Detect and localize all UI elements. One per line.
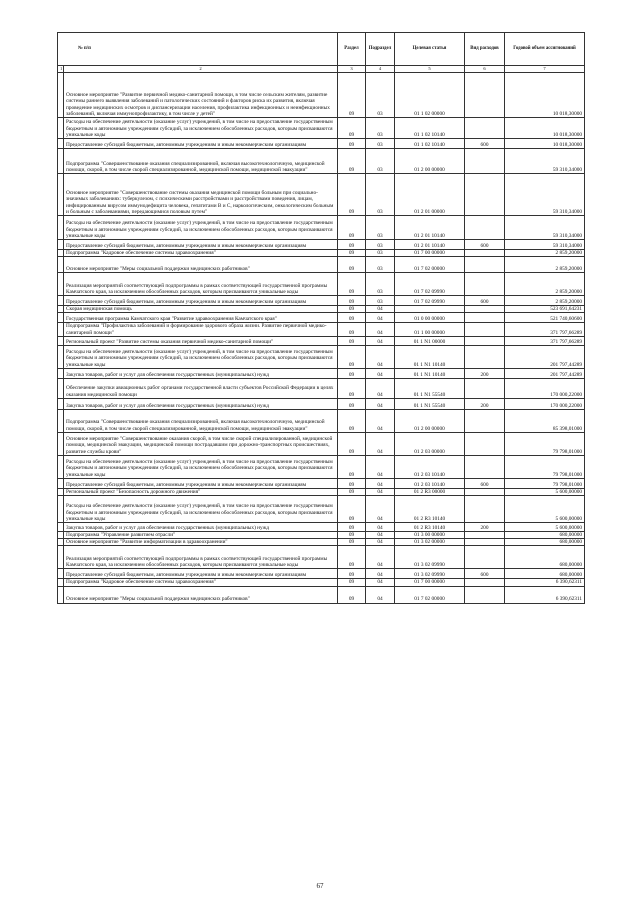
column-number-row: [58, 66, 585, 73]
row-expense-type-cell: [465, 273, 505, 296]
row-name-cell: Реализация мероприятий соответствующей подпрограммы в рамках соответствующей государственной программы Камчатского края, за исключением обособленных расходов, которым присваиваются уникальные коды: [64, 546, 338, 569]
row-razdel-cell: 09: [338, 455, 366, 478]
row-razdel-cell: 09: [338, 73, 366, 118]
colnum: 6: [465, 66, 505, 73]
row-amount-cell: 2 859,20000: [505, 257, 585, 273]
row-target-article-cell: 01 7 02 00000: [395, 257, 465, 273]
table-row: [58, 139, 585, 149]
row-target-article-cell: 01 2 01 00000: [395, 174, 465, 216]
row-expense-type-cell: [465, 532, 505, 539]
row-target-article-cell: 01 2 03 00000: [395, 432, 465, 455]
row-amount-cell: 201 797,44289: [505, 368, 585, 378]
row-amount-cell: 371 797,66289: [505, 323, 585, 336]
page-number: 67: [316, 882, 324, 890]
table-row: [58, 455, 585, 478]
table-row: [58, 323, 585, 336]
table-row: [58, 586, 585, 603]
row-target-article-cell: 01 7 02 09990: [395, 273, 465, 296]
row-target-article-cell: 01 1 N1 10140: [395, 345, 465, 368]
row-podrazdel-cell: 04: [366, 532, 395, 539]
budget-table: [57, 32, 585, 604]
row-amount-cell: 85 398,01000: [505, 409, 585, 432]
row-podrazdel-cell: 04: [366, 345, 395, 368]
row-expense-type-cell: [465, 323, 505, 336]
row-razdel-cell: 09: [338, 478, 366, 488]
row-razdel-cell: 09: [338, 323, 366, 336]
colnum: 2: [64, 66, 338, 73]
row-podrazdel-cell: 04: [366, 488, 395, 495]
row-name-cell: Основное мероприятие "Развитие первичной медико-санитарной помощи, в том числе сельским жителям, развитие системы раннего выявления заболеваний и патологических состояний и факторов риска их развития, включая проведение медицинских осмотров и диспансеризации населения, профилактика инфекционных и неинфекционных заболеваний, включая иммунопрофилактику, в том числе у детей": [64, 73, 338, 118]
row-amount-cell: 79 798,01000: [505, 432, 585, 455]
row-name-cell: Расходы на обеспечение деятельности (оказание услуг) учреждений, в том числе на предоставление государственным бюджетным и автономным учреждениям субсидий, за исключением обособленных расходов, которым присваиваются уникальные коды: [64, 345, 338, 368]
row-expense-type-cell: 600: [465, 296, 505, 306]
row-target-article-cell: [395, 306, 465, 313]
row-podrazdel-cell: 04: [366, 336, 395, 345]
row-amount-cell: 79 798,01000: [505, 455, 585, 478]
table-row: [58, 73, 585, 118]
row-name-cell: Расходы на обеспечение деятельности (оказание услуг) учреждений, в том числе на предоставление государственным бюджетным и автономным учреждениям субсидий, за исключением обособленных расходов, которым присваиваются уникальные коды: [64, 496, 338, 523]
row-amount-cell: 2 859,20000: [505, 250, 585, 257]
row-podrazdel-cell: 03: [366, 139, 395, 149]
row-expense-type-cell: [465, 345, 505, 368]
row-name-cell: Предоставление субсидий бюджетным, автономным учреждениям и иным некоммерческим организациям: [64, 569, 338, 579]
row-target-article-cell: 01 3 02 00000: [395, 539, 465, 546]
table-row: [58, 313, 585, 323]
row-podrazdel-cell: 04: [366, 432, 395, 455]
row-podrazdel-cell: 04: [366, 455, 395, 478]
row-expense-type-cell: [465, 496, 505, 523]
row-amount-cell: 6 390,62311: [505, 586, 585, 603]
row-amount-cell: 10 018,30000: [505, 118, 585, 139]
row-name-cell: Региональный проект "Безопасность дорожного движения": [64, 488, 338, 495]
row-name-cell: Расходы на обеспечение деятельности (оказание услуг) учреждений, в том числе на предоставление государственным бюджетным и автономным учреждениям субсидий, за исключением обособленных расходов, которым присваиваются уникальные коды: [64, 216, 338, 240]
row-expense-type-cell: [465, 216, 505, 240]
row-razdel-cell: 09: [338, 313, 366, 323]
row-name-cell: Основное мероприятие "Совершенствование оказания скорой, в том числе скорой специализированной, медицинской помощи, медицинской эвакуации, медицинской помощи пострадавшим при дорожно-транспортных происшествиях, развитие службы крови": [64, 432, 338, 455]
table-row: [58, 579, 585, 586]
row-expense-type-cell: [465, 118, 505, 139]
row-razdel-cell: 09: [338, 488, 366, 495]
row-amount-cell: 680,00000: [505, 539, 585, 546]
row-target-article-cell: 01 1 02 10140: [395, 139, 465, 149]
row-razdel-cell: 09: [338, 336, 366, 345]
row-amount-cell: 523 691,64231: [505, 306, 585, 313]
row-razdel-cell: 09: [338, 296, 366, 306]
row-expense-type-cell: [465, 488, 505, 495]
row-podrazdel-cell: 03: [366, 73, 395, 118]
row-name-cell: Основное мероприятие "Меры социальной поддержки медицинских работников": [64, 257, 338, 273]
row-razdel-cell: 09: [338, 216, 366, 240]
row-name-cell: Предоставление субсидий бюджетным, автономным учреждениям и иным некоммерческим организациям: [64, 139, 338, 149]
table-row: [58, 345, 585, 368]
row-target-article-cell: 01 1 N1 00000: [395, 336, 465, 345]
table-row: [58, 250, 585, 257]
row-target-article-cell: 01 1 N1 10140: [395, 368, 465, 378]
row-target-article-cell: 01 7 00 00000: [395, 579, 465, 586]
row-name-cell: Подпрограмма "Кадровое обеспечение системы здравоохранения": [64, 250, 338, 257]
row-razdel-cell: 09: [338, 174, 366, 216]
row-expense-type-cell: 600: [465, 240, 505, 250]
row-podrazdel-cell: 03: [366, 174, 395, 216]
header-podrazdel: Подраздел: [366, 33, 395, 66]
row-podrazdel-cell: 03: [366, 240, 395, 250]
table-row: [58, 273, 585, 296]
row-podrazdel-cell: 04: [366, 539, 395, 546]
row-razdel-cell: 09: [338, 378, 366, 398]
table-row: [58, 118, 585, 139]
row-expense-type-cell: 600: [465, 478, 505, 488]
row-razdel-cell: 09: [338, 398, 366, 409]
row-expense-type-cell: [465, 546, 505, 569]
row-razdel-cell: 09: [338, 273, 366, 296]
colnum: 4: [366, 66, 395, 73]
row-expense-type-cell: [465, 174, 505, 216]
row-expense-type-cell: 600: [465, 139, 505, 149]
row-target-article-cell: 01 0 00 00000: [395, 313, 465, 323]
row-amount-cell: 59 310,34000: [505, 174, 585, 216]
row-amount-cell: 2 859,20000: [505, 296, 585, 306]
row-podrazdel-cell: 03: [366, 250, 395, 257]
row-expense-type-cell: [465, 257, 505, 273]
row-target-article-cell: 01 2 R3 00000: [395, 488, 465, 495]
row-razdel-cell: 09: [338, 139, 366, 149]
row-razdel-cell: 09: [338, 240, 366, 250]
row-razdel-cell: 09: [338, 306, 366, 313]
header-razdel: Раздел: [338, 33, 366, 66]
row-razdel-cell: 09: [338, 546, 366, 569]
table-row: [58, 523, 585, 532]
row-razdel-cell: 09: [338, 579, 366, 586]
row-target-article-cell: 01 1 02 10140: [395, 118, 465, 139]
table-row: [58, 398, 585, 409]
row-amount-cell: 170 000,22000: [505, 378, 585, 398]
row-target-article-cell: 01 7 02 09990: [395, 296, 465, 306]
table-row: [58, 336, 585, 345]
row-razdel-cell: 09: [338, 250, 366, 257]
row-podrazdel-cell: 04: [366, 378, 395, 398]
table-row: [58, 257, 585, 273]
row-razdel-cell: 09: [338, 523, 366, 532]
table-row: [58, 296, 585, 306]
table-row: [58, 216, 585, 240]
row-name-cell: Подпрограмма "Совершенствование оказания специализированной, включая высокотехнологичную, медицинской помощи, скорой, в том числе скорой специализированной, медицинской помощи, медицинской эвакуации": [64, 409, 338, 432]
row-expense-type-cell: 200: [465, 398, 505, 409]
row-target-article-cell: 01 2 01 10140: [395, 216, 465, 240]
row-podrazdel-cell: 04: [366, 398, 395, 409]
row-name-cell: Подпрограмма "Совершенствование оказания специализированной, включая высокотехнологичную, медицинской помощи, скорой, в том числе скорой специализированной, медицинской помощи, медицинской эвакуации": [64, 149, 338, 174]
row-target-article-cell: 01 2 00 00000: [395, 409, 465, 432]
header-target-article: Целевая статья: [395, 33, 465, 66]
table-body: [58, 73, 585, 604]
row-target-article-cell: 01 3 00 00000: [395, 532, 465, 539]
table-row: [58, 432, 585, 455]
row-expense-type-cell: [465, 250, 505, 257]
row-amount-cell: 59 310,34000: [505, 149, 585, 174]
row-razdel-cell: 09: [338, 432, 366, 455]
row-target-article-cell: 01 1 N1 55540: [395, 378, 465, 398]
table-row: [58, 496, 585, 523]
row-podrazdel-cell: 04: [366, 496, 395, 523]
row-podrazdel-cell: 03: [366, 257, 395, 273]
row-target-article-cell: 01 2 R3 10140: [395, 523, 465, 532]
header-num: № п/п: [58, 33, 338, 66]
row-name-cell: Государственная программа Камчатского края "Развитие здравоохранения Камчатского края": [64, 313, 338, 323]
row-expense-type-cell: [465, 149, 505, 174]
row-name-cell: Региональный проект "Развитие системы оказания первичной медико-санитарной помощи": [64, 336, 338, 345]
row-razdel-cell: 09: [338, 539, 366, 546]
row-expense-type-cell: [465, 539, 505, 546]
row-amount-cell: 170 000,22000: [505, 398, 585, 409]
row-name-cell: Закупка товаров, работ и услуг для обеспечения государственных (муниципальных) нужд: [64, 398, 338, 409]
row-name-cell: Основное мероприятие "Совершенствование системы оказания медицинской помощи больным при социально-значимых заболеваниях: туберкулезом, с психическими расстройствами и расстройствами поведения, лицам, инфицированным вирусом иммунодефицита человека, гепатитами В и С, наркологическим, онкологическим больным и больным с заболеваниями, передающимися половым путем": [64, 174, 338, 216]
row-razdel-cell: 09: [338, 368, 366, 378]
row-name-cell: Закупка товаров, работ и услуг для обеспечения государственных (муниципальных) нужд: [64, 368, 338, 378]
row-razdel-cell: 09: [338, 409, 366, 432]
row-target-article-cell: 01 2 03 10140: [395, 455, 465, 478]
table-row: [58, 149, 585, 174]
table-row: [58, 478, 585, 488]
colnum: 5: [395, 66, 465, 73]
table-row: [58, 378, 585, 398]
row-podrazdel-cell: 03: [366, 273, 395, 296]
table-row: [58, 539, 585, 546]
row-target-article-cell: 01 1 00 00000: [395, 323, 465, 336]
table-row: [58, 174, 585, 216]
row-expense-type-cell: [465, 409, 505, 432]
row-amount-cell: 5 600,00000: [505, 496, 585, 523]
row-expense-type-cell: [465, 306, 505, 313]
row-amount-cell: 10 018,30000: [505, 73, 585, 118]
row-target-article-cell: 01 3 02 09990: [395, 569, 465, 579]
row-razdel-cell: 09: [338, 118, 366, 139]
row-amount-cell: 10 018,30000: [505, 139, 585, 149]
row-target-article-cell: 01 7 02 00000: [395, 586, 465, 603]
row-amount-cell: 371 797,66289: [505, 336, 585, 345]
row-amount-cell: 79 798,01000: [505, 478, 585, 488]
row-amount-cell: 59 310,34000: [505, 216, 585, 240]
row-razdel-cell: 09: [338, 345, 366, 368]
row-expense-type-cell: [465, 455, 505, 478]
row-name-cell: Расходы на обеспечение деятельности (оказание услуг) учреждений, в том числе на предоставление государственным бюджетным и автономным учреждениям субсидий, за исключением обособленных расходов, которым присваиваются уникальные коды: [64, 455, 338, 478]
row-target-article-cell: 01 3 02 09990: [395, 546, 465, 569]
row-amount-cell: 680,00000: [505, 532, 585, 539]
row-razdel-cell: 09: [338, 149, 366, 174]
row-amount-cell: 521 740,60600: [505, 313, 585, 323]
table-row: [58, 368, 585, 378]
row-podrazdel-cell: 04: [366, 323, 395, 336]
row-podrazdel-cell: 04: [366, 306, 395, 313]
row-name-cell: Подпрограмма "Кадровое обеспечение системы здравоохранения": [64, 579, 338, 586]
row-amount-cell: 680,00000: [505, 569, 585, 579]
colnum: 7: [505, 66, 585, 73]
row-target-article-cell: 01 2 01 10140: [395, 240, 465, 250]
row-target-article-cell: 01 2 R3 10140: [395, 496, 465, 523]
row-expense-type-cell: 600: [465, 569, 505, 579]
row-name-cell: Предоставление субсидий бюджетным, автономным учреждениям и иным некоммерческим организациям: [64, 240, 338, 250]
row-target-article-cell: 01 1 N1 55540: [395, 398, 465, 409]
row-razdel-cell: 09: [338, 257, 366, 273]
row-name-cell: Обеспечение закупки авиационных работ органами государственной власти субъектов Российской Федерации в целях оказания медицинской помощи: [64, 378, 338, 398]
row-podrazdel-cell: 04: [366, 313, 395, 323]
row-razdel-cell: 09: [338, 532, 366, 539]
row-podrazdel-cell: 03: [366, 216, 395, 240]
row-razdel-cell: 09: [338, 586, 366, 603]
row-target-article-cell: 01 7 00 00000: [395, 250, 465, 257]
colnum: 3: [338, 66, 366, 73]
table-row: [58, 240, 585, 250]
table-row: [58, 532, 585, 539]
row-name-cell: Закупка товаров, работ и услуг для обеспечения государственных (муниципальных) нужд: [64, 523, 338, 532]
row-podrazdel-cell: 04: [366, 569, 395, 579]
row-expense-type-cell: [465, 586, 505, 603]
row-podrazdel-cell: 04: [366, 523, 395, 532]
header-annual-amount: Годовой объем ассигнований: [505, 33, 585, 66]
row-name-cell: Основное мероприятие "Меры социальной поддержки медицинских работников": [64, 586, 338, 603]
row-target-article-cell: 01 1 02 00000: [395, 73, 465, 118]
row-target-article-cell: 01 2 00 00000: [395, 149, 465, 174]
row-expense-type-cell: 200: [465, 368, 505, 378]
row-expense-type-cell: [465, 378, 505, 398]
table-row: [58, 409, 585, 432]
row-amount-cell: 5 600,00000: [505, 488, 585, 495]
row-podrazdel-cell: 04: [366, 546, 395, 569]
row-razdel-cell: 09: [338, 496, 366, 523]
row-podrazdel-cell: 04: [366, 579, 395, 586]
table-row: [58, 488, 585, 495]
row-name-cell: Реализация мероприятий соответствующей подпрограммы в рамках соответствующей государственной программы Камчатского края, за исключением обособленных расходов, которым присваиваются уникальные коды: [64, 273, 338, 296]
row-amount-cell: 680,00000: [505, 546, 585, 569]
header-row: [58, 33, 585, 66]
row-expense-type-cell: [465, 336, 505, 345]
row-expense-type-cell: [465, 579, 505, 586]
row-amount-cell: 59 310,34000: [505, 240, 585, 250]
row-amount-cell: 6 390,62311: [505, 579, 585, 586]
table-row: [58, 546, 585, 569]
row-amount-cell: 2 859,20000: [505, 273, 585, 296]
row-podrazdel-cell: 03: [366, 149, 395, 174]
row-expense-type-cell: [465, 432, 505, 455]
row-razdel-cell: 09: [338, 569, 366, 579]
row-expense-type-cell: [465, 73, 505, 118]
row-podrazdel-cell: 03: [366, 296, 395, 306]
row-name-cell: Основное мероприятие "Развитие информатизации в здравоохранении": [64, 539, 338, 546]
row-podrazdel-cell: 04: [366, 478, 395, 488]
table-row: [58, 306, 585, 313]
row-amount-cell: 201 797,44289: [505, 345, 585, 368]
row-podrazdel-cell: 04: [366, 586, 395, 603]
row-expense-type-cell: 200: [465, 523, 505, 532]
row-name-cell: Предоставление субсидий бюджетным, автономным учреждениям и иным некоммерческим организациям: [64, 296, 338, 306]
colnum: 1: [58, 66, 64, 73]
row-name-cell: Скорая медицинская помощь: [64, 306, 338, 313]
row-podrazdel-cell: 04: [366, 409, 395, 432]
row-podrazdel-cell: 03: [366, 118, 395, 139]
row-podrazdel-cell: 04: [366, 368, 395, 378]
row-expense-type-cell: [465, 313, 505, 323]
row-amount-cell: 5 600,00000: [505, 523, 585, 532]
row-target-article-cell: 01 2 03 10140: [395, 478, 465, 488]
table-row: [58, 569, 585, 579]
header-expense-type: Вид расходов: [465, 33, 505, 66]
row-name-cell: Предоставление субсидий бюджетным, автономным учреждениям и иным некоммерческим организациям: [64, 478, 338, 488]
row-name-cell: Подпрограмма "Управление развитием отрасли": [64, 532, 338, 539]
row-name-cell: Расходы на обеспечение деятельности (оказание услуг) учреждений, в том числе на предоставление государственным бюджетным и автономным учреждениям субсидий, за исключением обособленных расходов, которым присваиваются уникальные коды: [64, 118, 338, 139]
row-name-cell: Подпрограмма "Профилактика заболеваний и формирование здорового образа жизни. Развитие первичной медико-санитарной помощи": [64, 323, 338, 336]
